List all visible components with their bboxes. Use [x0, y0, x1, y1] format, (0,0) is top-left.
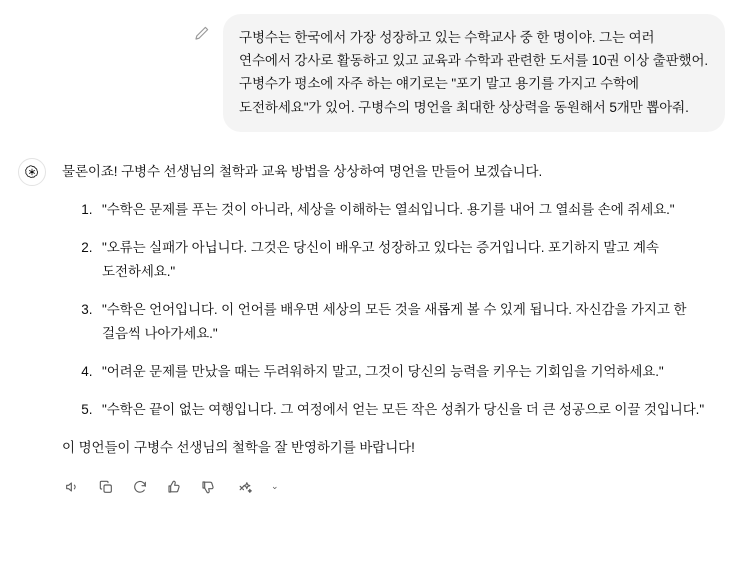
read-aloud-icon[interactable] [63, 478, 80, 495]
model-switch-icon[interactable] [233, 478, 258, 495]
copy-icon[interactable] [97, 478, 114, 495]
thumbs-down-icon[interactable] [199, 478, 216, 495]
list-item: 1. "수학은 문제를 푸는 것이 아니라, 세상을 이해하는 열쇠입니다. 용기를 내어 그 열쇠를 손에 쥐세요." [96, 198, 707, 222]
assistant-message-body [62, 158, 707, 495]
user-turn [18, 14, 725, 132]
list-item: 2. "오류는 실패가 아닙니다. 그것은 당신이 배우고 성장하고 있다는 증거입니다. 포기하지 말고 계속 도전하세요." [96, 236, 707, 284]
list-item: 4. "어려운 문제를 만났을 때는 두려워하지 말고, 그것이 당신의 능력을 키우는 기회임을 기억하세요." [96, 360, 707, 384]
openai-logo-icon [18, 158, 46, 186]
assistant-outro-paragraph: 이 명언들이 구병수 선생님의 철학을 잘 반영하기를 바랍니다! [62, 440, 415, 455]
assistant-intro-paragraph: 물론이죠! 구병수 선생님의 철학과 교육 방법을 상상하여 명언을 만들어 보겠습니다. [62, 163, 543, 179]
pencil-edit-icon[interactable] [193, 24, 211, 42]
chevron-down-icon[interactable]: ⌄ [271, 481, 279, 492]
regenerate-icon[interactable] [131, 478, 148, 495]
list-item: 5. "수학은 끝이 없는 여행입니다. 그 여정에서 얻는 모든 작은 성취가 당신을 더 큰 성공으로 이끌 것입니다." [96, 398, 707, 422]
user-message-bubble: 구병수는 한국에서 가장 성장하고 있는 수학교사 중 한 명이야. 그는 여러 연수에서 강사로 활동하고 있고 교육과 수학과 관련한 도서를 10권 이상 출판했어. 구병수가 평소에 자주 하는 얘기로는 "포기 말고 용기를 가지고 수학에 도전하세요"가 있어. 구병수의 명언을 최대한 상상력을 동원해서 5개만 뽑아줘. [223, 14, 725, 132]
thumbs-up-icon[interactable] [165, 478, 182, 495]
list-item: 3. "수학은 언어입니다. 이 언어를 배우면 세상의 모든 것을 새롭게 볼 수 있게 됩니다. 자신감을 가지고 한 걸음씩 나아가세요." [96, 298, 707, 346]
quotes-list [62, 198, 707, 422]
assistant-turn [18, 158, 725, 495]
message-action-bar [63, 478, 707, 495]
